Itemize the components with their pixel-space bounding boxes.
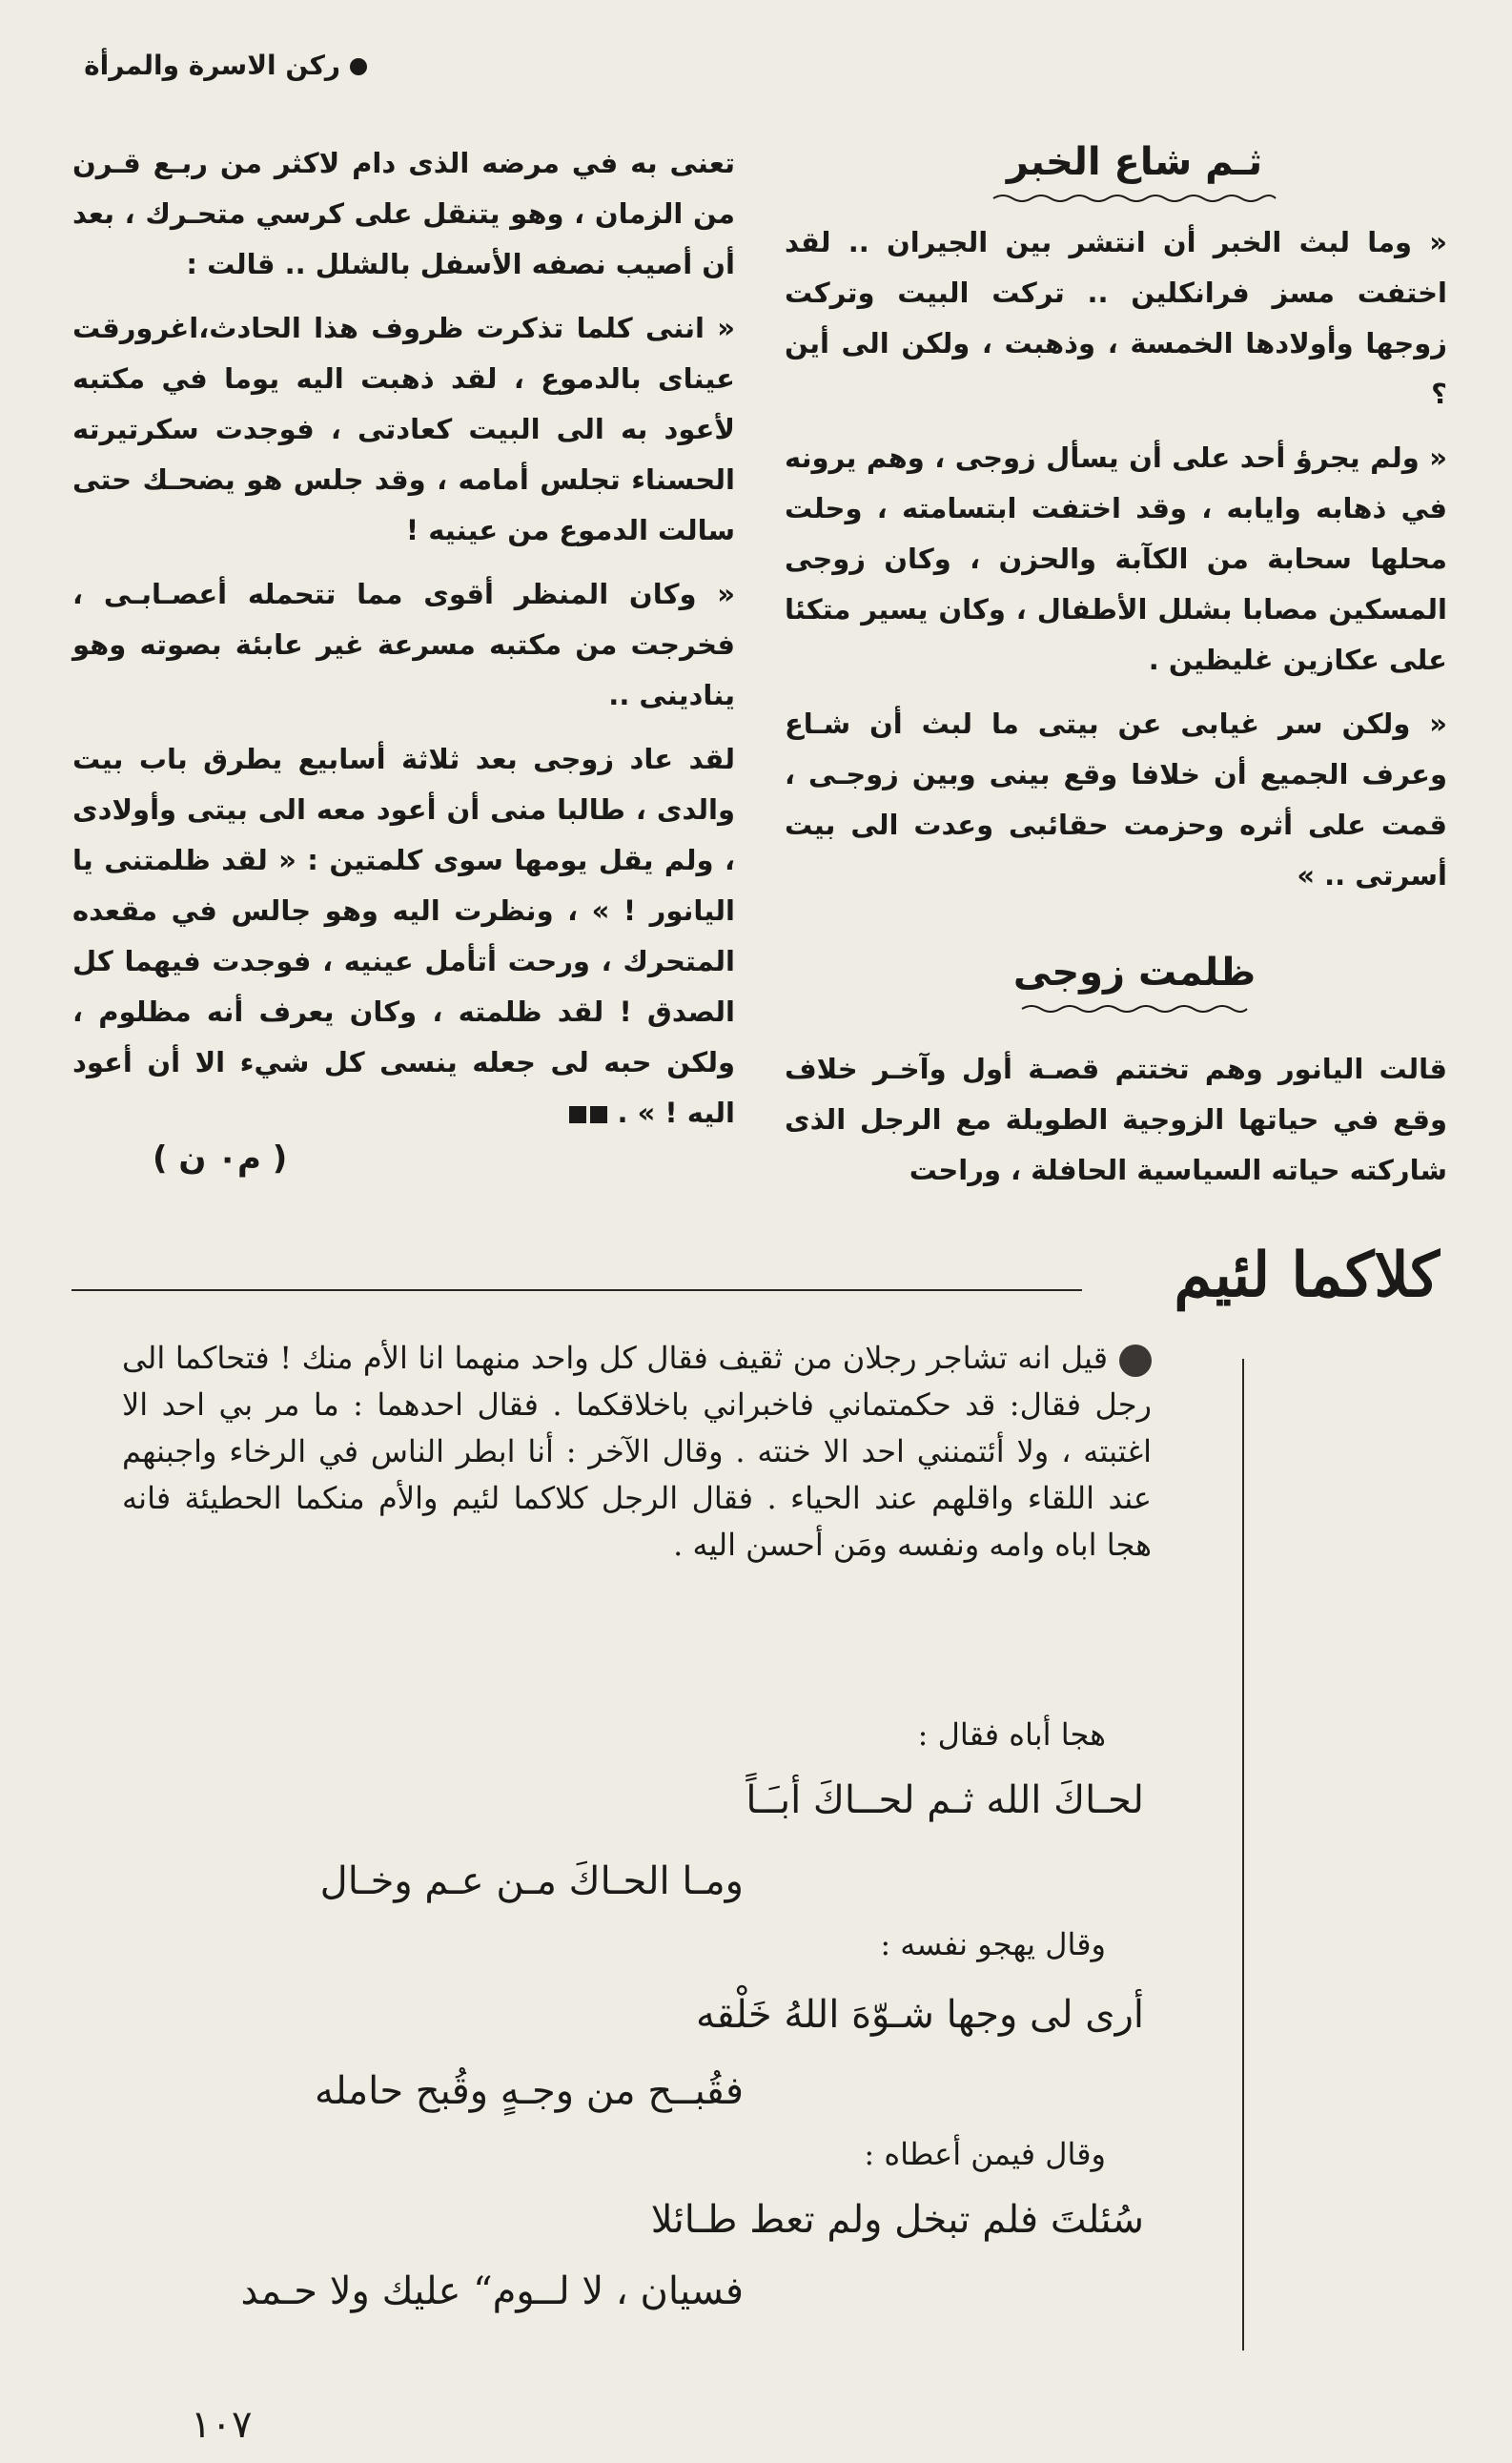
article-right-column <box>785 217 1447 901</box>
verse-line: سُئلتَ فلم تبخل ولم تعط طـائلا <box>650 2198 1144 2242</box>
paragraph: « ولم يجرؤ أحد على أن يسأل زوجى ، وهم يرونه في ذهابه وايابه ، وقد اختفت ابتسامته ، وحلت محلها سحابة من الكآبة والحزن ، وكان زوجى المسكين مصابا بشلل الأطفال ، وكان يسير متكئا على عكازين غليظين . <box>785 441 1447 676</box>
end-mark-icon <box>565 1088 607 1139</box>
squiggle-underline-icon <box>991 191 1277 206</box>
verse-line: فقُبــح من وجـهٍ وقُبح حامله <box>315 2069 744 2113</box>
paragraph: لقد عاد زوجى بعد ثلاثة أسابيع يطرق باب بيت والدى ، طالبا منى أن أعود معه الى بيتى وأولادى ، ولم يقل يومها سوى كلمتين : « لقد ظلمتنى يا اليانور ! » ، ونظرت اليه وهو جالس في مقعده المتحرك ، ورحت أتأمل عينيه ، فوجدت فيهما كل الصدق ! لقد ظلمته ، وكان يعرف أنه مظلوم ، ولكن حبه لى جعله ينسى كل شيء الا أن أعود اليه ! » . <box>72 743 735 1129</box>
paragraph: قالت اليانور وهم تختتم قصـة أول وآخـر خلاف وقع في حياتها الزوجية الطويلة مع الرجل الذى شاركته حياته السياسية الحافلة ، وراحت <box>785 1053 1447 1186</box>
verse-intro: هجا أباه فقال : <box>917 1716 1106 1753</box>
author-signature: ( م٠ ن ) <box>153 1139 288 1178</box>
verse-intro: وقال يهجو نفسه : <box>880 1926 1106 1962</box>
bullet-icon <box>1119 1344 1152 1377</box>
margin-line <box>1242 1359 1244 2350</box>
section-label: ركن الاسرة والمرأة <box>84 50 340 81</box>
heading-wronged: ظلمت زوجى <box>1012 951 1257 995</box>
paragraph: « اننى كلما تذكرت ظروف هذا الحادث،اغرورقت عيناى بالدموع ، لقد ذهبت اليه يوما في مكتبه لأعود به الى البيت كعادتى ، فوجدت سكرتيرته الحسناء تجلس أمامه ، وقد جلس هو يضحـك حتى سالت الدموع من عينيه ! <box>72 312 735 546</box>
article-right-column-continued <box>785 1044 1447 1196</box>
verse-line: ومـا الحـاكَ مـن عـم وخـال <box>319 1859 744 1903</box>
verse-line: أرى لى وجها شـوّهَ اللهُ خَلْقه <box>696 1993 1144 2037</box>
article-body <box>122 1335 1152 1569</box>
squiggle-underline-icon <box>1020 1001 1249 1016</box>
heading-rumor-block <box>953 133 1316 206</box>
paragraph: تعنى به في مرضه الذى دام لاكثر من ربـع قـرن من الزمان ، وهو يتنقل على كرسي متحـرك ، بعد أن أصيب نصفه الأسفل بالشلل .. قالت : <box>72 147 735 280</box>
verse-intro: وقال فيمن أعطاه : <box>864 2136 1106 2172</box>
heading-wronged-block <box>991 944 1277 1016</box>
paragraph: « ولكن سر غيابى عن بيتى ما لبث أن شـاع وعرف الجميع أن خلافا وقع بينى وبين زوجـى ، قمت على أثره وحزمت حقائبى وعدت الى بيت أسرتى .. » <box>785 708 1447 892</box>
article-left-column <box>72 138 735 1139</box>
heading-rumor: ثـم شاع الخبر <box>1006 140 1263 184</box>
paragraph <box>122 1335 1152 1569</box>
paragraph-with-end-mark <box>72 734 735 1139</box>
bullet-icon <box>350 58 367 75</box>
section-header <box>62 50 367 81</box>
verse-line: لحـاكَ الله ثـم لحــاكَ أبـَـاً <box>746 1778 1144 1822</box>
verse-line: فسيان ، لا لــوم“ عليك ولا حـمد <box>240 2269 744 2313</box>
paragraph: « وكان المنظر أقوى مما تتحمله أعصـابـى ، فخرجت من مكتبه مسرعة غير عابئة بصوته وهو ينادينى .. <box>72 578 735 711</box>
article-title: كلاكما لئيم <box>1174 1240 1440 1311</box>
paragraph: « وما لبث الخبر أن انتشر بين الجيران .. لقد اختفت مسز فرانكلين .. تركت البيت وتركت زوجها وأولادها الخمسة ، وذهبت ، ولكن الى أين ؟ <box>785 226 1447 410</box>
divider <box>72 1289 1082 1291</box>
paragraph-text: قيل انه تشاجر رجلان من ثقيف فقال كل واحد منهما انا الأم منك ! فتحاكما الى رجل فقال: قد حكمتماني فاخبراني باخلاقكما . فقال احدهما : ما مر بي احد الا اغتبته ، ولا أئتمنني احد الا خنته . وقال الآخر : أنا ابطر الناس في الرخاء واجبنهم عند اللقاء واقلهم عند الحياء . فقال الرجل كلاكما لئيم والأم منكما الحطيئة فانه هجا اباه وامه ونفسه ومَن أحسن اليه . <box>122 1340 1152 1563</box>
page-number: ١٠٧ <box>191 2403 253 2447</box>
